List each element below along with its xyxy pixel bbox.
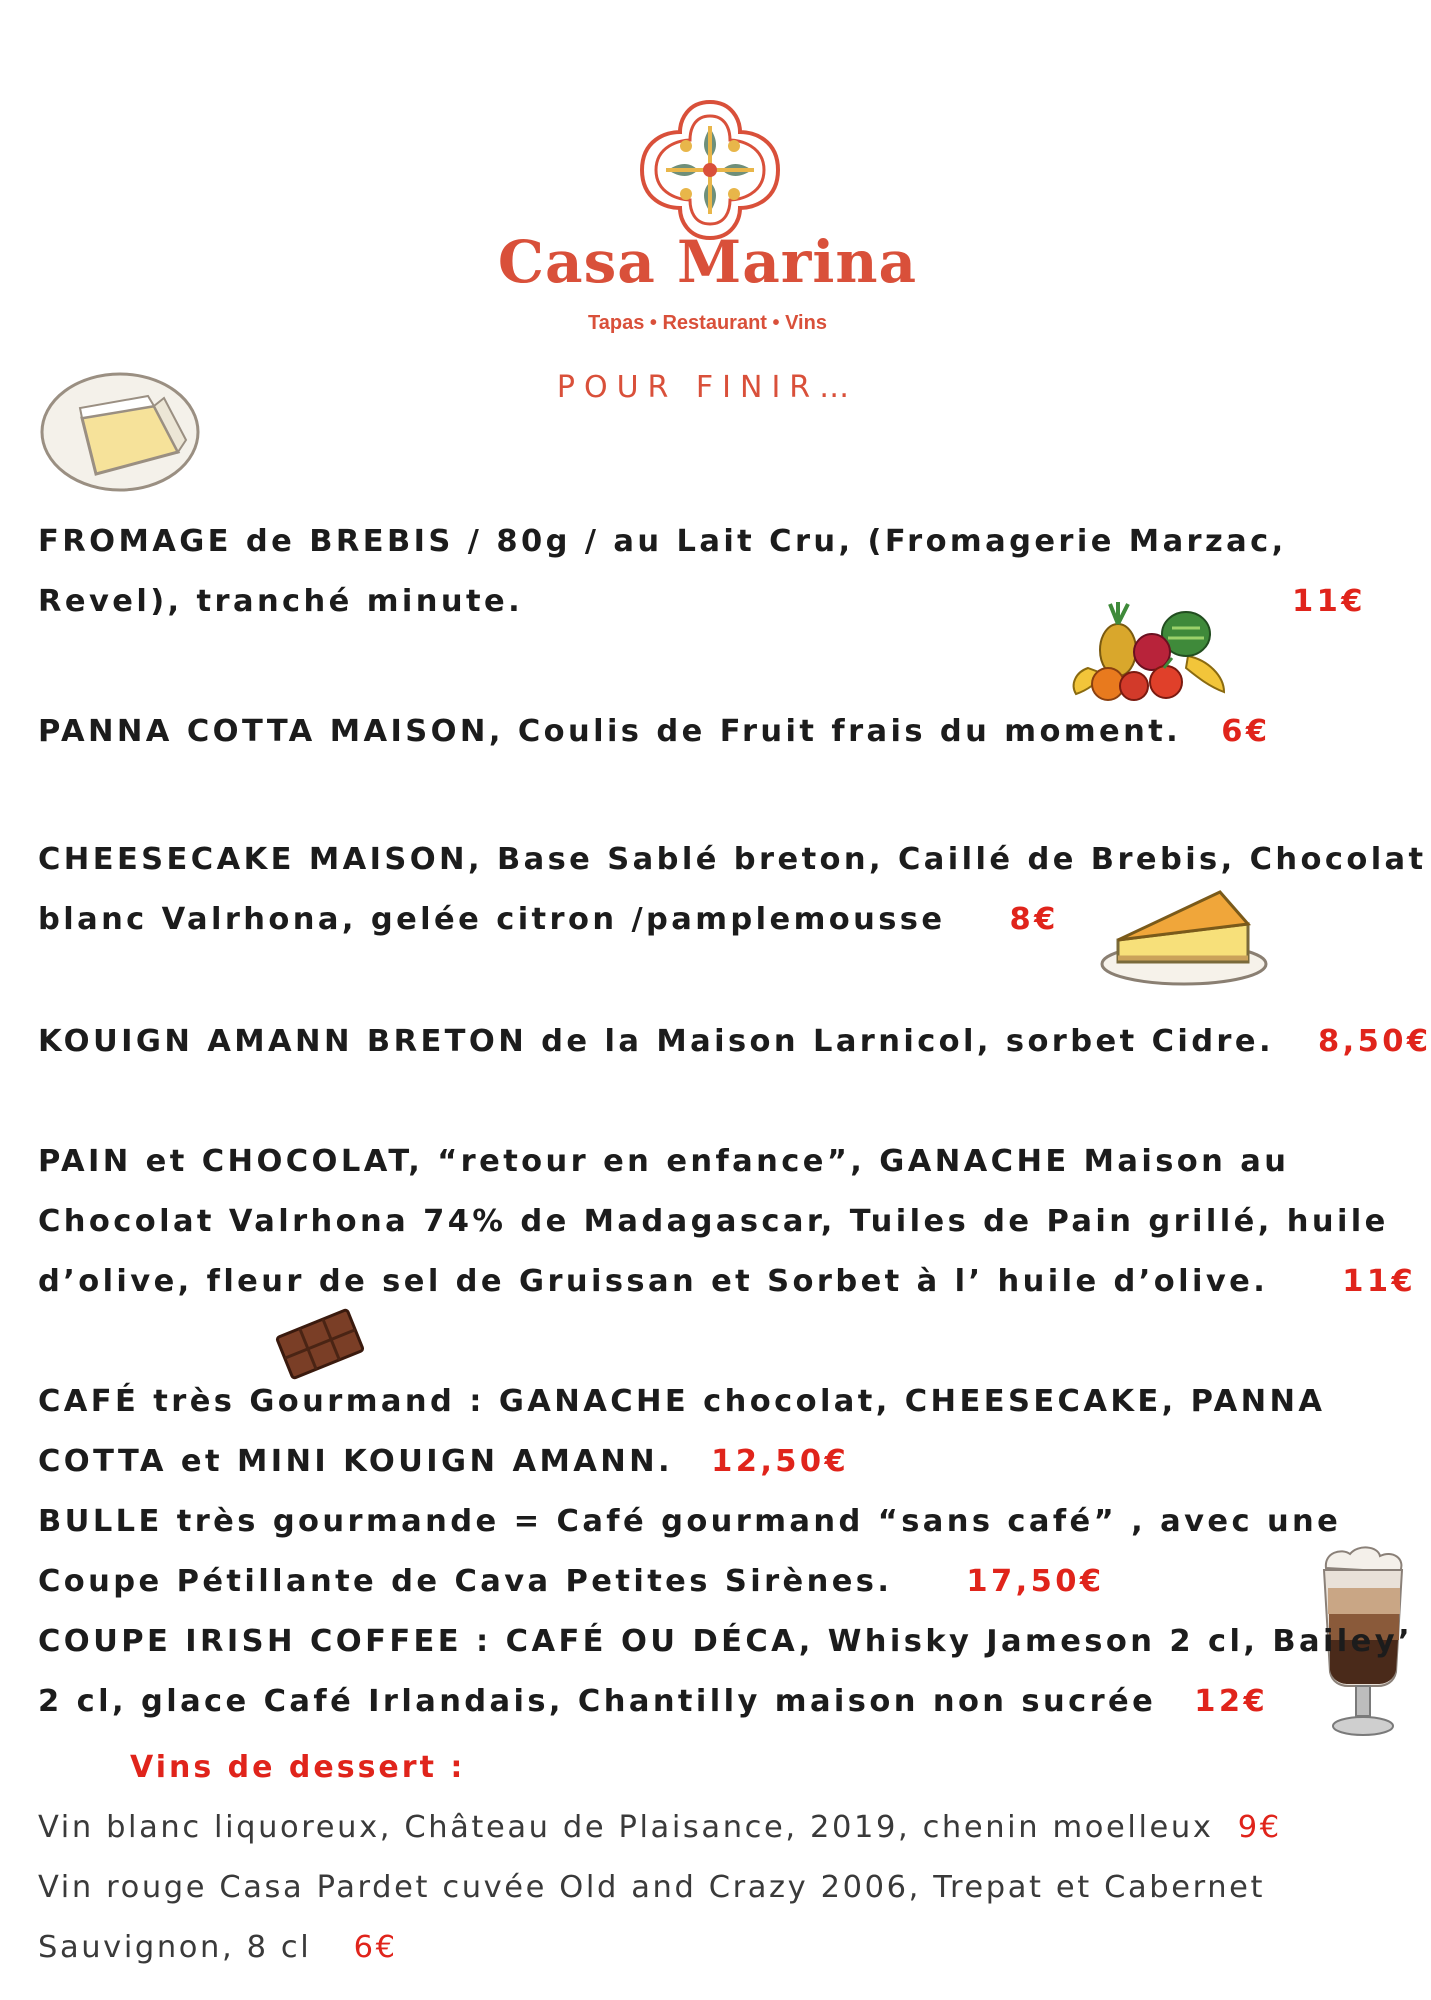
- chocolate-bar-icon: [274, 1310, 366, 1378]
- menu-item-cafe-gourmand-price: 12,50€: [711, 1444, 850, 1479]
- menu-item-panna-cotta-price: 6€: [1221, 714, 1271, 749]
- menu-item-cafe-gourmand-line-1: CAFÉ très Gourmand : GANACHE chocolat, CHEESECAKE, PANNA: [38, 1384, 1326, 1419]
- menu-item-irish-coffee-price: 12€: [1194, 1684, 1269, 1719]
- menu-item-kouign-amann-price: 8,50€: [1317, 1024, 1431, 1059]
- menu-item-fromage-line-1: FROMAGE de BREBIS / 80g / au Lait Cru, (Fromagerie Marzac,: [38, 524, 1287, 559]
- logo-tile-icon: [636, 96, 784, 244]
- menu-item-bulle-price: 17,50€: [966, 1564, 1105, 1599]
- menu-item-pain-chocolat-line-1: PAIN et CHOCOLAT, “retour en enfance”, GANACHE Maison au: [38, 1144, 1290, 1179]
- menu-item-cheesecake-line-2: [38, 902, 1059, 937]
- wine-item-blanc-price: 9€: [1237, 1810, 1282, 1845]
- cheese-icon: [36, 366, 204, 494]
- menu-item-irish-coffee-line-1: COUPE IRISH COFFEE : CAFÉ OU DÉCA, Whisky Jameson 2 cl, Bailey’: [38, 1624, 1414, 1659]
- menu-item-kouign-amann-text: KOUIGN AMANN BRETON de la Maison Larnicol, sorbet Cidre.: [38, 1024, 1274, 1059]
- wine-item-blanc: [38, 1810, 1282, 1845]
- menu-item-fromage-price: 11€: [1292, 584, 1366, 619]
- fruit-basket-icon: [1068, 598, 1228, 708]
- wine-item-rouge-line-2: [38, 1930, 398, 1965]
- menu-item-cafe-gourmand-line-2: [38, 1444, 849, 1479]
- menu-item-pain-chocolat-text: d’olive, fleur de sel de Gruissan et Sorbet à l’ huile d’olive.: [38, 1264, 1269, 1299]
- cheesecake-slice-icon: [1100, 888, 1270, 988]
- menu-item-bulle-text: Coupe Pétillante de Cava Petites Sirènes.: [38, 1564, 893, 1599]
- menu-item-irish-coffee-line-2: [38, 1684, 1268, 1719]
- section-title: POUR FINIR…: [556, 370, 859, 405]
- menu-item-irish-coffee-text: 2 cl, glace Café Irlandais, Chantilly maison non sucrée: [38, 1684, 1157, 1719]
- menu-item-cheesecake-price: 8€: [1009, 902, 1059, 937]
- menu-item-pain-chocolat-line-3: [38, 1264, 1416, 1299]
- menu-item-pain-chocolat-price: 11€: [1342, 1264, 1417, 1299]
- menu-item-bulle-line-1: BULLE très gourmande = Café gourmand “sans café” , avec une: [38, 1504, 1342, 1539]
- wines-heading: Vins de dessert :: [130, 1750, 466, 1785]
- wine-item-blanc-text: Vin blanc liquoreux, Château de Plaisance, 2019, chenin moelleux: [38, 1810, 1214, 1845]
- wine-item-rouge-price: 6€: [353, 1930, 398, 1965]
- brand-name: Casa Marina: [497, 228, 918, 296]
- menu-item-cheesecake-text: blanc Valrhona, gelée citron /pamplemousse: [38, 902, 946, 937]
- menu-item-cafe-gourmand-text: COTTA et MINI KOUIGN AMANN.: [38, 1444, 674, 1479]
- menu-item-panna-cotta: [38, 714, 1270, 749]
- menu-item-cheesecake-line-1: CHEESECAKE MAISON, Base Sablé breton, Caillé de Brebis, Chocolat: [38, 842, 1427, 877]
- menu-item-fromage-line-2: Revel), tranché minute.: [38, 584, 524, 619]
- menu-item-pain-chocolat-line-2: Chocolat Valrhona 74% de Madagascar, Tuiles de Pain grillé, huile: [38, 1204, 1389, 1239]
- wine-item-rouge-line-1: Vin rouge Casa Pardet cuvée Old and Crazy 2006, Trepat et Cabernet: [38, 1870, 1266, 1905]
- menu-item-kouign-amann: [38, 1024, 1431, 1059]
- menu-item-panna-cotta-text: PANNA COTTA MAISON, Coulis de Fruit frais du moment.: [38, 714, 1182, 749]
- brand-tagline: Tapas • Restaurant • Vins: [588, 312, 827, 334]
- menu-item-bulle-line-2: [38, 1564, 1104, 1599]
- wine-item-rouge-text: Sauvignon, 8 cl: [38, 1930, 312, 1965]
